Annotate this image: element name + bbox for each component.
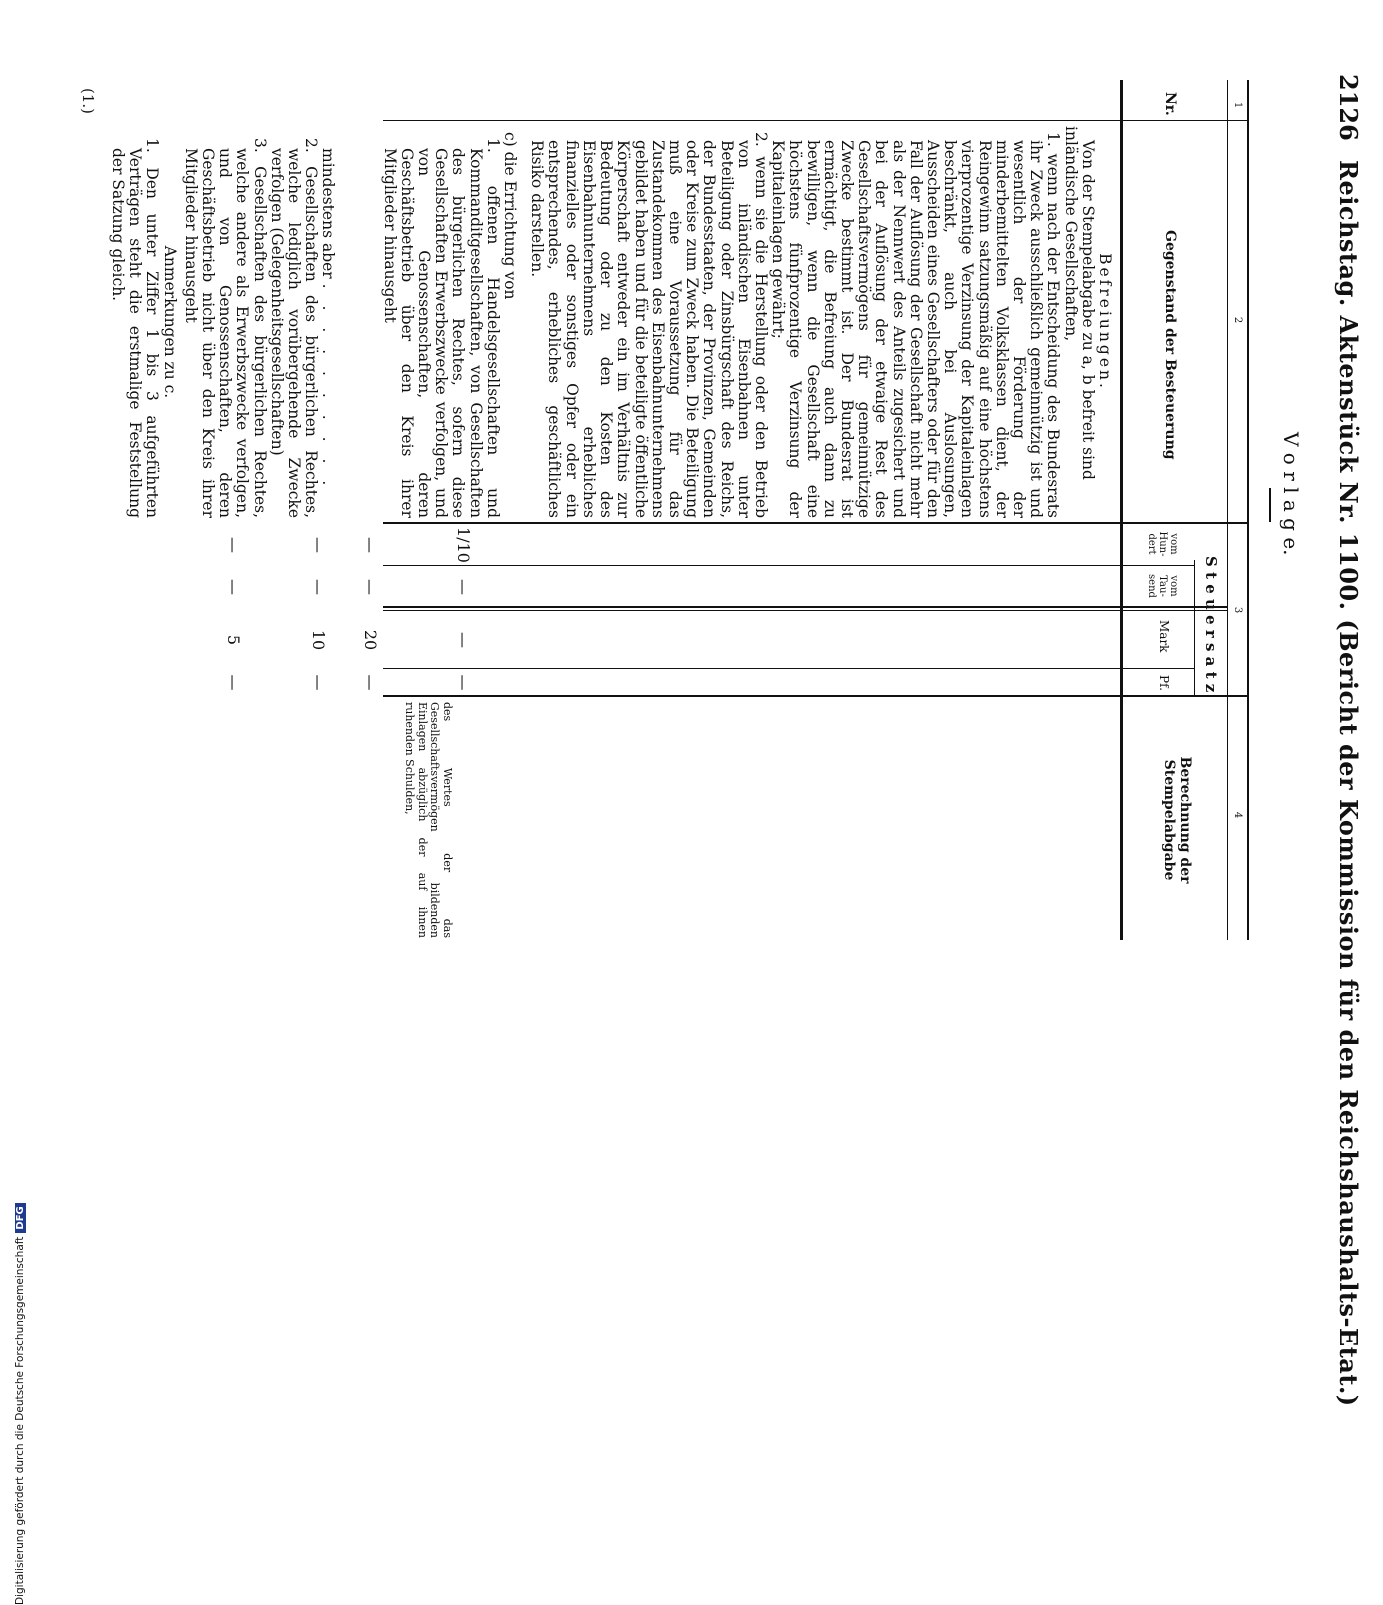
befreiungen-title: Befreiungen.: [1096, 253, 1114, 391]
tausend-heading: vom Tau-send: [1146, 574, 1179, 598]
rate-c3-mark: 5: [224, 634, 243, 646]
berechnung-heading: Berechnung der Stempelabgabe: [1161, 756, 1193, 884]
rate-c3-tausend: —: [224, 579, 243, 595]
pf-heading: Pf.: [1157, 675, 1171, 691]
colnum-1: 1: [1232, 101, 1243, 109]
colnum-4: 4: [1232, 811, 1243, 819]
c-item-1-minimum: mindestens aber . . . . . . . . . .: [319, 148, 338, 492]
rate-c2-mark: 10: [309, 629, 328, 651]
colnum-2: 2: [1232, 316, 1243, 324]
page-number: 2126: [1334, 74, 1363, 141]
c-item-3: 3. Gesellschaften des bürgerlichen Rechtes, welche andere als Erwerbszwecke verfolgen, und von Genossenschaften, deren Geschäftsbetrieb nicht über den Kreis ihrer Mitglieder hinausgeht: [181, 138, 269, 518]
rate-c3-hundert: —: [224, 537, 243, 553]
rate-min-mark: 20: [361, 629, 380, 651]
title-underline: [1270, 488, 1272, 522]
gegenstand-text: [109, 126, 1113, 518]
digitization-note: [0, 605, 26, 1605]
rate-min-pf: —: [361, 674, 380, 691]
minimum-label: mindestens aber: [319, 148, 338, 279]
colnum-3: 3: [1232, 606, 1243, 614]
steuersatz-sub-rule: [1194, 560, 1195, 695]
rate-c1-tausend: —: [454, 579, 473, 595]
column-number-rule: [1227, 80, 1228, 940]
nr-heading: Nr.: [1162, 92, 1178, 116]
c-item-1: 1. offenen Handelsgesellschaften und Kommanditgesellschaften, von Gesellschaften des bürgerlichen Rechtes, sofern diese Gesellschaften Erwerbszwecke verfolgen, und von Genossenschaften, deren Geschäftsbetrieb über den Kreis ihrer Mitglieder hinausgeht: [380, 138, 502, 518]
rate-c2-pf: —: [309, 674, 328, 691]
table-top-rule: [1247, 80, 1249, 940]
gegenstand-heading: Gegenstand der Besteuerung: [1162, 230, 1178, 460]
befreiung-item-2: 2. wenn sie die Herstellung oder den Betrieb von inländischen Eisenbahnen unter Beteiligung oder Zinsbürgschaft des Reichs, der Bundesstaaten, der Provinzen, Gemeinden oder Kreise zum Zweck haben. Die Beteiligung muß eine Voraussetzung für das Zustandekommen des Eisenbahnunternehmens gebildet haben und für die beteiligte öffentliche Körperschaft entweder ein im Verhältnis zur Bedeutung oder zu den Kosten des Eisenbahnunternehmens erhebliches finanzielles oder sonstiges Opfer oder ein entsprechendes, erhebliches geschäftliches Risiko darstellen.: [528, 132, 770, 518]
col-divider-3: [383, 695, 1249, 697]
header-bottom-rule: [1121, 80, 1124, 940]
col-divider-tausend-b: [383, 610, 1228, 611]
col-divider-2: [383, 522, 1249, 524]
hundert-heading: vom Hun-dert: [1146, 531, 1179, 557]
anmerkung-1: 1. Den unter Ziffer 1 bis 3 aufgeführten Verträgen steht die erstmalige Feststellung der Satzung gleich.: [109, 138, 162, 518]
running-title: Reichstag. Aktenstück Nr. 1100. (Bericht der Kommission für den Reichshaushalts-Etat.): [1334, 160, 1363, 1407]
vorlage-title: V o r l a g e.: [1279, 432, 1303, 556]
row-number: (1.): [79, 88, 97, 115]
col-divider-mark: [383, 668, 1195, 669]
digitization-text: Digitalisierung gefördert durch die Deutsche Forschungsgemeinschaft: [14, 1236, 26, 1605]
c-item-2: 2. Gesellschaften des bürgerlichen Rechtes, welche lediglich vorübergehende Zwecke verfolgen (Gelegenheitsgesellschaften): [267, 138, 321, 518]
befreiungen-intro: Von der Stempelabgabe zu a, b befreit sind inländische Gesellschaften,: [1061, 126, 1097, 480]
mark-heading: Mark: [1157, 620, 1171, 653]
col-divider-hundert: [383, 565, 1195, 566]
berechnung-text: des Wertes der das Gesellschaftsvermögen bildenden Einlagen abzüglich der auf ihnen ruhenden Schulden,: [403, 702, 454, 938]
rate-c2-tausend: —: [309, 579, 328, 595]
col-divider-1: [383, 120, 1249, 121]
rate-c2-hundert: —: [309, 537, 328, 553]
rate-c1-hundert: 1/10: [454, 527, 473, 563]
col-divider-tausend: [383, 606, 1228, 608]
rate-c1-pf: —: [454, 674, 473, 691]
anmerkungen-title: Anmerkungen zu c.: [160, 245, 179, 399]
befreiung-item-1: 1. wenn nach der Entscheidung des Bundesrats ihr Zweck ausschließlich gemeinnützig ist und wesentlich der Förderung der minderbemittelten Volksklassen dient, der Reingewinn satzungsmäßig auf eine höchstens vierprozentige Verzinsung der Kapitaleinlagen beschränkt, auch bei Auslosungen, Ausscheiden eines Gesellschafters oder für den Fall der Auflösung der Gesellschaft nicht mehr als der Nennwert des Anteils zugesichert und bei der Auflösung der etwaige Rest des Gesellschaftsvermögens für gemeinnützige Zwecke bestimmt ist. Der Bundesrat ist ermächtigt, die Befreiung auch dann zu bewilligen, wenn die Gesellschaft eine höchstens fünfprozentige Verzinsung der Kapitaleinlagen gewährt;: [769, 132, 1063, 518]
rate-c1-mark: —: [454, 632, 473, 648]
steuersatz-heading: S t e u e r s a t z: [1202, 556, 1220, 693]
rate-min-hundert: —: [361, 537, 380, 553]
rate-c3-pf: —: [224, 674, 243, 691]
c-intro: c) die Errichtung von: [501, 132, 520, 300]
rate-min-tausend: —: [361, 579, 380, 595]
dfg-logo: DFG: [15, 1203, 26, 1232]
